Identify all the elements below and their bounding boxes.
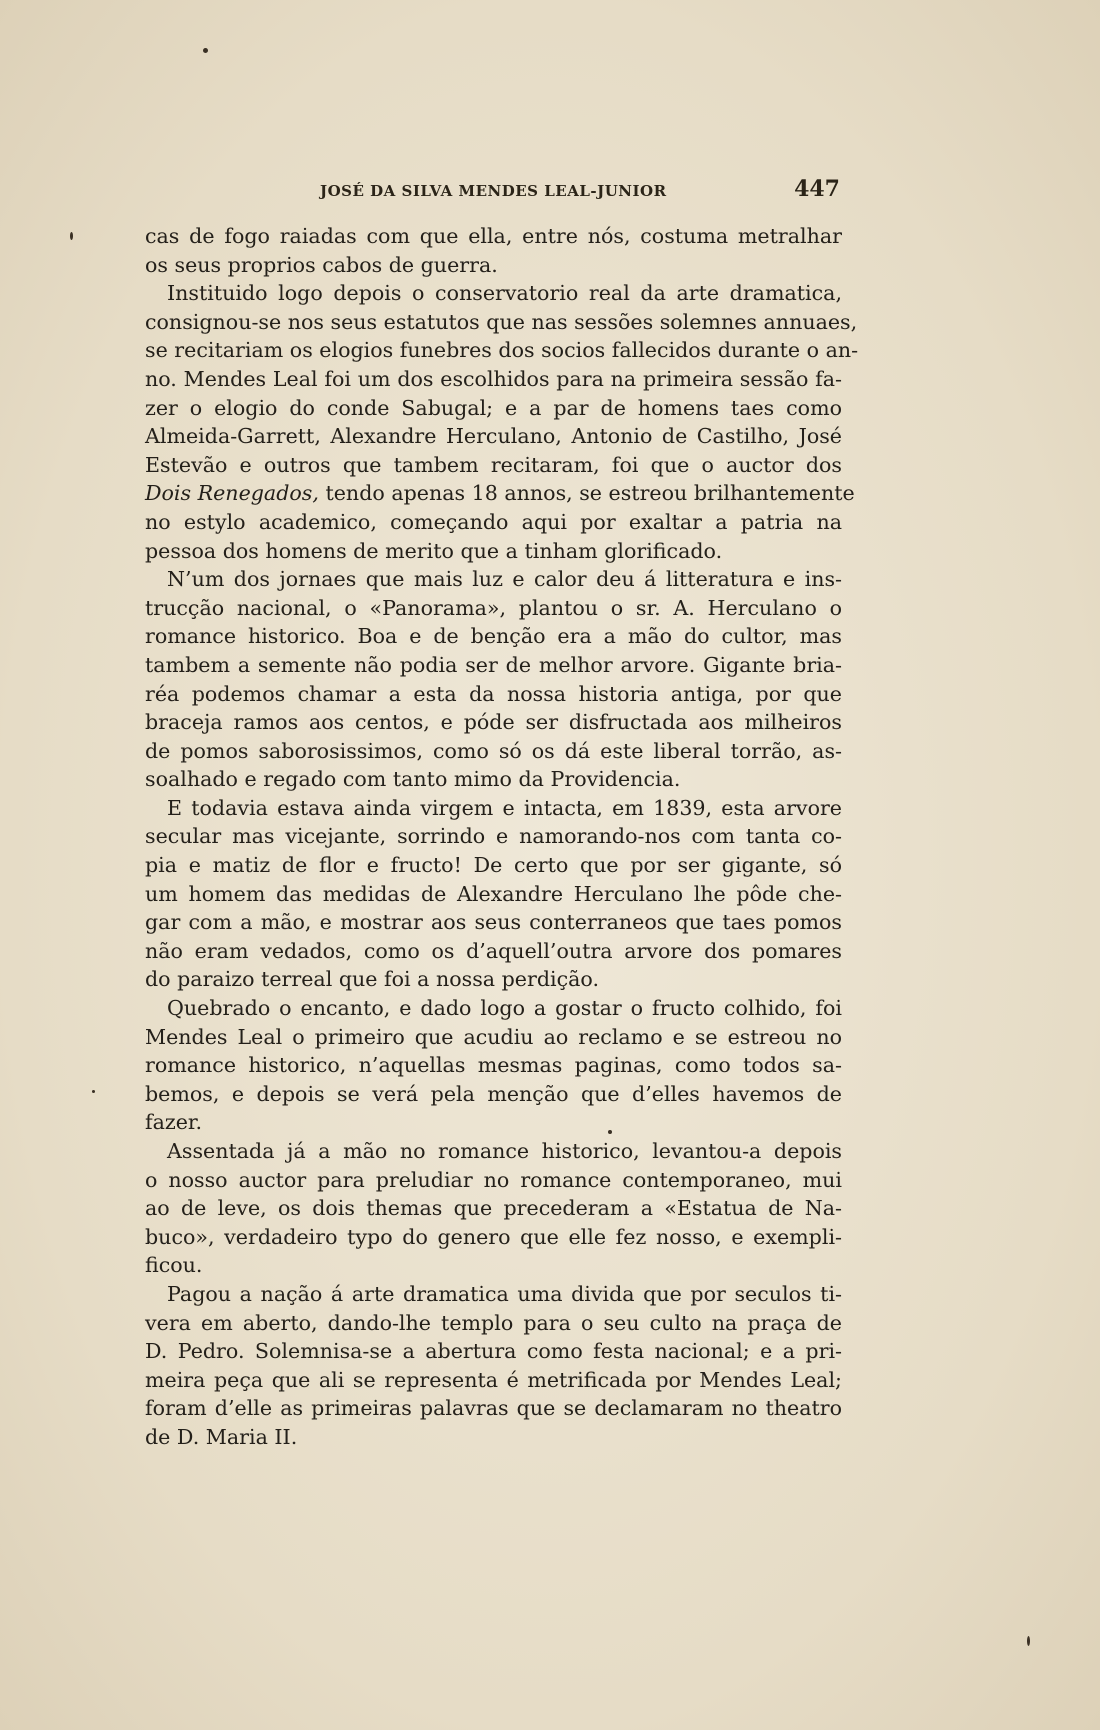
text-line: E todavia estava ainda virgem e intacta, em 1839, esta arvore [167,795,842,820]
line-text: tendo apenas 18 annos, se estreou brilhantemente [318,481,855,506]
line-punctuation: . [290,1424,298,1449]
text-line: foram d’elle as primeiras palavras que se declamaram no theatro [145,1396,842,1421]
paper-speck [70,232,73,240]
text-line: secular mas vicejante, sorrindo e namorando-nos com tanta co- [145,824,842,849]
text-line: fazer. [145,1110,203,1135]
text-line: do paraizo terreal que foi a nossa perdição. [145,967,599,992]
text-line: um homem das medidas de Alexandre Herculano lhe pôde che- [145,881,842,906]
body-text [145,222,859,1452]
paper-speck [1027,1636,1030,1646]
text-line: réa podemos chamar a esta da nossa historia antiga, por que [145,681,842,706]
roman-numeral: II [274,1424,291,1449]
paper-speck [608,1130,612,1134]
text-line: zer o elogio do conde Sabugal; e a par de homens taes como [145,395,842,420]
text-line [145,1423,842,1452]
text-line: Mendes Leal o primeiro que acudiu ao reclamo e se estreou no [145,1024,842,1049]
paper-speck [92,1090,95,1093]
text-line: braceja ramos aos centos, e póde ser disfructada aos milheiros [145,710,842,735]
text-line: pessoa dos homens de merito que a tinham glorificado. [145,538,723,563]
text-line: no estylo academico, começando aqui por exaltar a patria na [145,509,842,534]
text-line: o nosso auctor para preludiar no romance contemporaneo, mui [145,1167,842,1192]
text-line [145,479,855,508]
text-line: vera em aberto, dando-lhe templo para o seu culto na praça de [145,1310,842,1335]
text-line: se recitariam os elogios funebres dos socios fallecidos durante o an- [145,338,859,363]
text-line: de pomos saborosissimos, como só os dá este liberal torrão, as- [145,738,842,763]
text-line: ao de leve, os dois themas que precederam a «Estatua de Na- [145,1196,842,1221]
text-line: romance historico. Boa e de benção era a mão do cultor, mas [145,624,842,649]
text-line: D. Pedro. Solemnisa-se a abertura como festa nacional; e a pri- [145,1339,842,1364]
text-line: os seus proprios cabos de guerra. [145,252,498,277]
text-line: consignou-se nos seus estatutos que nas sessões solemnes annuaes, [145,309,858,334]
text-line: Estevão e outros que tambem recitaram, foi que o auctor dos [145,452,842,477]
text-line: tambem a semente não podia ser de melhor arvore. Gigante bria- [145,652,842,677]
text-line: Almeida-Garrett, Alexandre Herculano, Antonio de Castilho, José [145,424,842,449]
page-header [145,176,840,208]
text-line: meira peça que ali se representa é metrificada por Mendes Leal; [145,1367,842,1392]
text-line: Assentada já a mão no romance historico, levantou-a depois [167,1139,842,1163]
text-line: no. Mendes Leal foi um dos escolhidos para na primeira sessão fa- [145,366,842,391]
text-line: Pagou a nação á arte dramatica uma divida que por seculos ti- [167,1281,842,1306]
text-line: não eram vedados, como os d’aquell’outra arvore dos pomares [145,938,842,963]
text-line: buco», verdadeiro typo do genero que elle fez nosso, e exempli- [145,1224,842,1249]
text-line: gar com a mão, e mostrar aos seus conterraneos que taes pomos [145,910,842,935]
text-line: soalhado e regado com tanto mimo da Providencia. [145,767,681,792]
page-number: 447 [794,176,840,202]
text-line: romance historico, n’aquellas mesmas paginas, como todos sa- [145,1053,842,1078]
italic-title: Dois Renegados, [145,481,319,506]
line-text: de D. Maria [145,1424,275,1449]
text-line: cas de fogo raiadas com que ella, entre nós, costuma metralhar [145,224,842,248]
paper-speck [203,48,208,53]
text-line: bemos, e depois se verá pela menção que d’elles havemos de [145,1081,842,1106]
text-line: ficou. [145,1253,203,1278]
text-line: pia e matiz de flor e fructo! De certo que por ser gigante, só [145,853,842,878]
text-line: N’um dos jornaes que mais luz e calor deu á litteratura e ins- [167,567,842,592]
text-line: Instituido logo depois o conservatorio real da arte dramatica, [167,281,842,306]
running-title: JOSÉ DA SILVA MENDES LEAL-JUNIOR [320,182,667,200]
text-line: Quebrado o encanto, e dado logo a gostar o fructo colhido, foi [167,996,842,1021]
text-line: trucção nacional, o «Panorama», plantou o sr. A. Herculano o [145,595,842,620]
